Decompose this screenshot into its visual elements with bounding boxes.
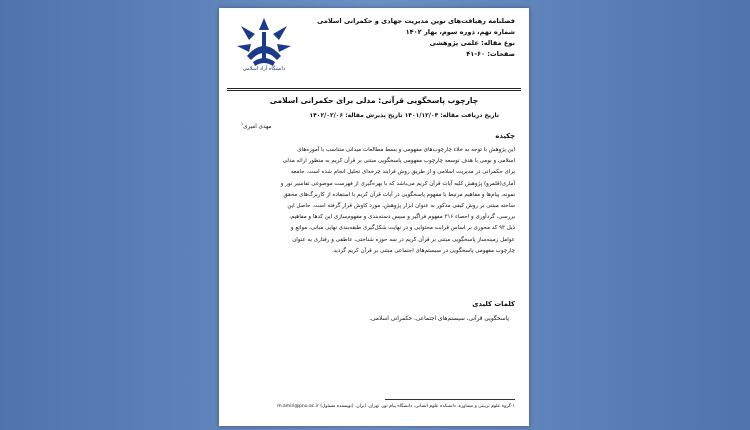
abstract-line: بررسی، گردآوری و احصاء ۳۱۶ مفهوم فراگیر و سپس دسته‌بندی و مفهوم‌سازی این کدها و مفاهیم،: [289, 214, 515, 221]
author-name-text: مهدی امیری: [243, 123, 272, 130]
article-type: نوع مقاله: علمی پژوهشی: [429, 39, 515, 47]
header-divider-bottom: [227, 90, 521, 91]
submission-dates: تاریخ دریافت مقاله: ۱۴۰۱/۱۲/۰۴ تاریخ پذیرش مقاله: ۱۴۰۲/۰۲/۰۶: [309, 112, 499, 119]
journal-name: فصلنامه رهیافت‌های نوین مدیریت جهادی و حکمرانی اسلامی: [317, 17, 515, 25]
abstract-line: ذیل ۹۳ کد محوری بر اساس قرابت محتوایی و در نهایت شکل‌گیری طبقه‌بندی نهایی مبانی، موانع و: [290, 225, 515, 232]
journal-issue: شماره نهم، دوره سوم، بهار ۱۴۰۲: [405, 28, 515, 36]
keywords-list: پاسخگویی قرآنی، سیستم‌های اجتماعی، حکمرانی اسلامی.: [369, 316, 509, 322]
abstract-line: چارچوب مفهومی پاسخگویی در سیستم‌های اجتماعی مبتنی بر قرآن کریم گردید.: [331, 247, 515, 254]
author-name: [241, 121, 272, 130]
page-range: صفحات: ۶۰-۴۱: [466, 50, 515, 58]
abstract-heading: چکیده: [495, 132, 515, 140]
abstract-line: نمونه، پیام‌ها و مفاهیم مرتبط با مفهوم پاسخگویی در آیات قرآن کریم با استفاده از کاربرگ‌های محقق: [283, 191, 515, 198]
author-affiliation-marker: ۱: [241, 121, 244, 126]
abstract-line: اسلامی و بومی با هدف توسعه چارچوب مفهومی پاسخگویی مبتنی بر قرآن کریم به منظور ارائه مدلی: [282, 158, 515, 165]
abstract-line: برای حکمرانی در مدیریت اسلامی و از طریق روش فرایند چرخه‌ای تحلیل انجام شده است. جامعه: [290, 169, 515, 176]
header-divider-top: [227, 88, 521, 89]
journal-header: [315, 16, 515, 60]
emblem-caption: دانشگاه آزاد اسلامی: [242, 66, 286, 72]
footnote-divider: [385, 399, 515, 400]
footnote: [277, 404, 515, 409]
abstract-line: آماری(قلمرو) پژوهش کلیه آیات قرآن کریم می‌باشد که با بهره‌گیری از فهرست موضوعی تفاسیر نور و: [280, 180, 515, 187]
abstract-line: این پژوهش با توجه به خلاء چارچوب‌های مفهومی و بسط مطالعات میدانی متناسب با آموزه‌های: [297, 147, 515, 153]
keywords-heading: کلمات کلیدی: [472, 300, 515, 308]
footnote-affiliation: ۱-گروه علوم تربیتی و مشاوره، دانشکده علوم انسانی، دانشگاه پیام نور، تهران، ایران. (نویسنده مسئول): [320, 404, 515, 409]
journal-page: [219, 8, 529, 426]
abstract-line: ساخته مبتنی بر روش کیفی مذکور به عنوان ابزار پژوهش، مورد کاوش قرار گرفته است. حاصل این: [287, 203, 515, 210]
footnote-email[interactable]: m.amiri@pnu.ac.ir: [277, 404, 319, 409]
abstract-body: [243, 145, 515, 257]
article-title: چارچوب پاسخگویی قرآنی: مدلی برای حکمرانی اسلامی: [269, 96, 479, 105]
abstract-line: عوامل زمینه‌ساز پاسخگویی مبتنی بر قرآن کریم در سه حوزه شناختی، عاطفی و رفتاری به عنوان: [292, 236, 515, 243]
